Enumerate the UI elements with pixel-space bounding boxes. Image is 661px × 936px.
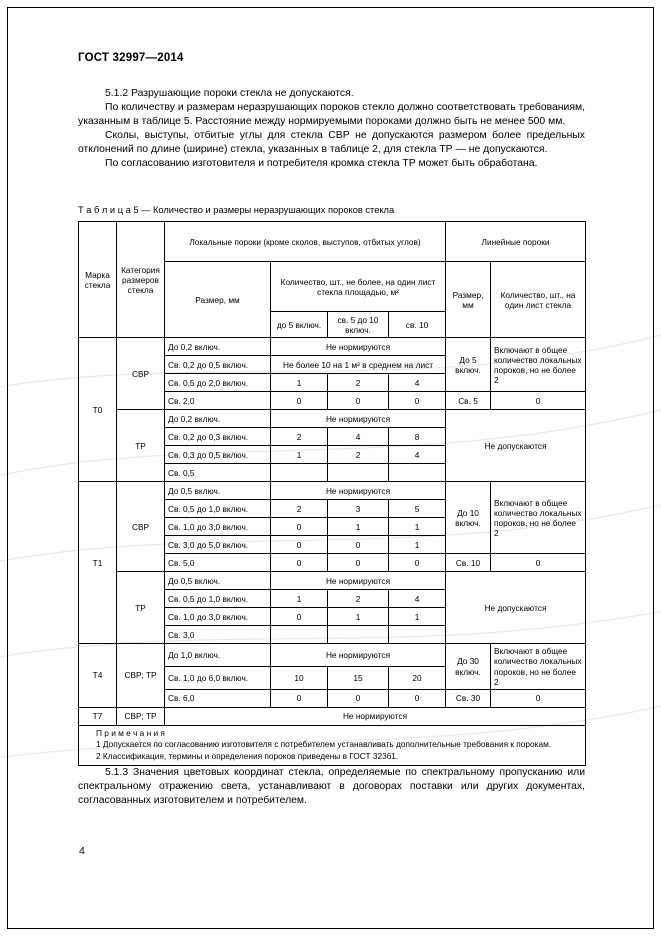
cell-qty: 0: [271, 518, 328, 536]
col-header-area-1: до 5 включ.: [271, 312, 328, 338]
notes-heading: П р и м е ч а н и я: [96, 727, 165, 738]
cell-qty: 8: [389, 428, 446, 446]
cell-qty: [328, 626, 389, 644]
row-notes: [79, 725, 586, 765]
cell-qty-span: Не нормируются: [271, 572, 446, 590]
cell-qty: [271, 626, 328, 644]
cell-qty: 4: [328, 428, 389, 446]
cell-mark-t7: Т7: [79, 707, 117, 725]
col-header-size: Размер, мм: [165, 262, 271, 338]
col-header-quantity: Количество, шт., не более, на один лист стекла площадью, м²: [271, 262, 446, 312]
cell-size: Св. 0,5 до 1,0 включ.: [165, 590, 271, 608]
cell-size: До 0,5 включ.: [165, 572, 271, 590]
cell-qty: 10: [271, 667, 328, 690]
cell-size: Св. 0,2 до 0,5 включ.: [165, 356, 271, 374]
cell-linear-size: До 30 включ.: [446, 644, 491, 689]
cell-size: Св. 1,0 до 3,0 включ.: [165, 608, 271, 626]
cell-size: Св. 0,2 до 0,3 включ.: [165, 428, 271, 446]
document-title: ГОСТ 32997—2014: [78, 52, 184, 64]
cell-category-t7: СВР; ТР: [117, 707, 165, 725]
paragraph-5-1-2-c: По согласованию изготовителя и потребителя кромка стекла ТР может быть обработана.: [105, 158, 538, 170]
cell-qty-span: Не нормируются: [271, 338, 446, 356]
cell-qty: 2: [328, 590, 389, 608]
defects-table: [78, 221, 586, 765]
cell-category-t0-svr: СВР: [117, 338, 165, 410]
cell-size: Св. 1,0 до 6,0 включ.: [165, 667, 271, 690]
cell-qty: 4: [389, 590, 446, 608]
cell-qty-span: Не нормируются: [271, 410, 446, 428]
cell-qty: [271, 464, 328, 482]
cell-qty-span: Не нормируются: [165, 707, 586, 725]
paragraph-5-1-3: 5.1.3 Значения цветовых координат стекла, определяемые по спектральному пропусканию или спектральному отражению света, устанавливают в договорах поставки или других документах, согласованных изготовителем и потребителем.: [78, 766, 585, 806]
cell-qty: 0: [271, 689, 328, 707]
cell-qty-span: Не более 10 на 1 м² в среднем на лист: [271, 356, 446, 374]
cell-linear-size: Св. 5: [446, 392, 491, 410]
cell-size: Св. 1,0 до 3,0 включ.: [165, 518, 271, 536]
row-t1-tr-1: [79, 572, 586, 590]
cell-size: Св. 0,5 до 2,0 включ.: [165, 374, 271, 392]
col-header-mark: Марка стекла: [79, 222, 117, 338]
cell-qty: 5: [389, 500, 446, 518]
cell-linear-note: Включают в общее количество локальных пороков, но не более 2: [491, 338, 586, 392]
table-caption: Т а б л и ц а 5 — Количество и размеры неразрушающих пороков стекла: [78, 205, 395, 216]
cell-mark-t1: Т1: [79, 482, 117, 644]
cell-qty: 0: [271, 554, 328, 572]
cell-category-t0-tr: ТР: [117, 410, 165, 482]
cell-qty: 2: [328, 446, 389, 464]
cell-qty: 0: [328, 392, 389, 410]
cell-size: До 1,0 включ.: [165, 644, 271, 667]
paragraph-5-1-2-a: По количеству и размерам неразрушающих пороков стекло должно соответствовать требованиям, указанным в таблице 5. Расстояние между нормируемыми пороками должно быть не менее 500 мм.: [78, 102, 585, 128]
row-t0-svr-1: [79, 338, 586, 356]
note-item-1: 1 Допускается по согласованию изготовителя с потребителем устанавливать дополнительные требования к порокам.: [96, 739, 552, 750]
row-t0-tr-1: [79, 410, 586, 428]
cell-qty-span: Не нормируются: [271, 482, 446, 500]
col-header-local-defects: Локальные пороки (кроме сколов, выступов, отбитых углов): [165, 222, 446, 262]
cell-size: Св. 5,0: [165, 554, 271, 572]
cell-linear-size: До 5 включ.: [446, 338, 491, 392]
cell-size: До 0,2 включ.: [165, 410, 271, 428]
cell-qty: 2: [271, 428, 328, 446]
cell-size: До 0,5 включ.: [165, 482, 271, 500]
row-t1-svr-1: [79, 482, 586, 500]
cell-qty: 20: [389, 667, 446, 690]
col-header-area-3: св. 10: [389, 312, 446, 338]
col-header-category: Категория размеров стекла: [117, 222, 165, 338]
cell-linear-not-allowed: Не допускаются: [446, 410, 586, 482]
cell-category-t1-tr: ТР: [117, 572, 165, 644]
cell-qty: 1: [389, 608, 446, 626]
cell-linear-qty: 0: [491, 392, 586, 410]
cell-linear-size: Св. 10: [446, 554, 491, 572]
cell-size: Св. 0,3 до 0,5 включ.: [165, 446, 271, 464]
col-header-linear-defects: Линейные пороки: [446, 222, 586, 262]
cell-qty: 0: [389, 392, 446, 410]
cell-qty: 1: [328, 608, 389, 626]
cell-qty: 0: [328, 554, 389, 572]
cell-size: Св. 3,0 до 5,0 включ.: [165, 536, 271, 554]
cell-linear-note: Включают в общее количество локальных пороков, но не более 2: [491, 482, 586, 554]
col-header-area-2: св. 5 до 10 включ.: [328, 312, 389, 338]
cell-qty: 0: [271, 608, 328, 626]
page-content: [78, 52, 585, 808]
cell-qty: 2: [271, 500, 328, 518]
cell-qty: 3: [328, 500, 389, 518]
cell-qty: 0: [271, 536, 328, 554]
cell-qty: 1: [271, 590, 328, 608]
paragraph-5-1-2-b: Сколы, выступы, отбитые углы для стекла СВР не допускаются размером более предельных отклонений по длине (ширине) стекла, указанных в таблице 2, для стекла ТР — не допускаются.: [78, 130, 585, 156]
cell-qty-span: Не нормируются: [271, 644, 446, 667]
cell-category-t4: СВР; ТР: [117, 644, 165, 707]
cell-size: Св. 0,5 до 1,0 включ.: [165, 500, 271, 518]
row-t7: [79, 707, 586, 725]
col-header-linear-size: Размер, мм: [446, 262, 491, 338]
cell-linear-not-allowed: Не допускаются: [446, 572, 586, 644]
cell-linear-note: Включают в общее количество локальных пороков, но не более 2: [491, 644, 586, 689]
cell-linear-qty: 0: [491, 689, 586, 707]
note-item-2: 2 Классификация, термины и определения пороков приведены в ГОСТ 32361.: [96, 750, 399, 761]
table-head: [79, 222, 586, 338]
cell-linear-size: Св. 30: [446, 689, 491, 707]
cell-linear-qty: 0: [491, 554, 586, 572]
cell-qty: 0: [389, 554, 446, 572]
cell-qty: 1: [328, 518, 389, 536]
cell-qty: 1: [389, 518, 446, 536]
cell-size: До 0,2 включ.: [165, 338, 271, 356]
page-number: 4: [79, 845, 85, 857]
cell-qty: 0: [328, 536, 389, 554]
cell-qty: 0: [328, 689, 389, 707]
cell-qty: 1: [271, 446, 328, 464]
cell-size: Св. 2,0: [165, 392, 271, 410]
cell-qty: 0: [271, 392, 328, 410]
cell-qty: 2: [328, 374, 389, 392]
header-row-1: [79, 222, 586, 262]
cell-mark-t4: Т4: [79, 644, 117, 707]
cell-size: Св. 3,0: [165, 626, 271, 644]
table-notes: [79, 725, 586, 765]
cell-qty: 4: [389, 446, 446, 464]
paragraph-5-1-2: 5.1.2 Разрушающие пороки стекла не допускаются.: [105, 88, 354, 99]
col-header-linear-quantity: Количество, шт., на один лист стекла: [491, 262, 586, 338]
cell-size: Св. 0,5: [165, 464, 271, 482]
cell-qty: [328, 464, 389, 482]
cell-qty: [389, 626, 446, 644]
cell-qty: 15: [328, 667, 389, 690]
table-body: [79, 338, 586, 765]
cell-mark-t0: Т0: [79, 338, 117, 482]
row-t4-1: [79, 644, 586, 667]
cell-qty: 4: [389, 374, 446, 392]
cell-size: Св. 6,0: [165, 689, 271, 707]
cell-qty: 0: [389, 689, 446, 707]
cell-qty: 1: [389, 536, 446, 554]
cell-qty: 1: [271, 374, 328, 392]
cell-linear-size: До 10 включ.: [446, 482, 491, 554]
cell-qty: [389, 464, 446, 482]
cell-category-t1-svr: СВР: [117, 482, 165, 572]
